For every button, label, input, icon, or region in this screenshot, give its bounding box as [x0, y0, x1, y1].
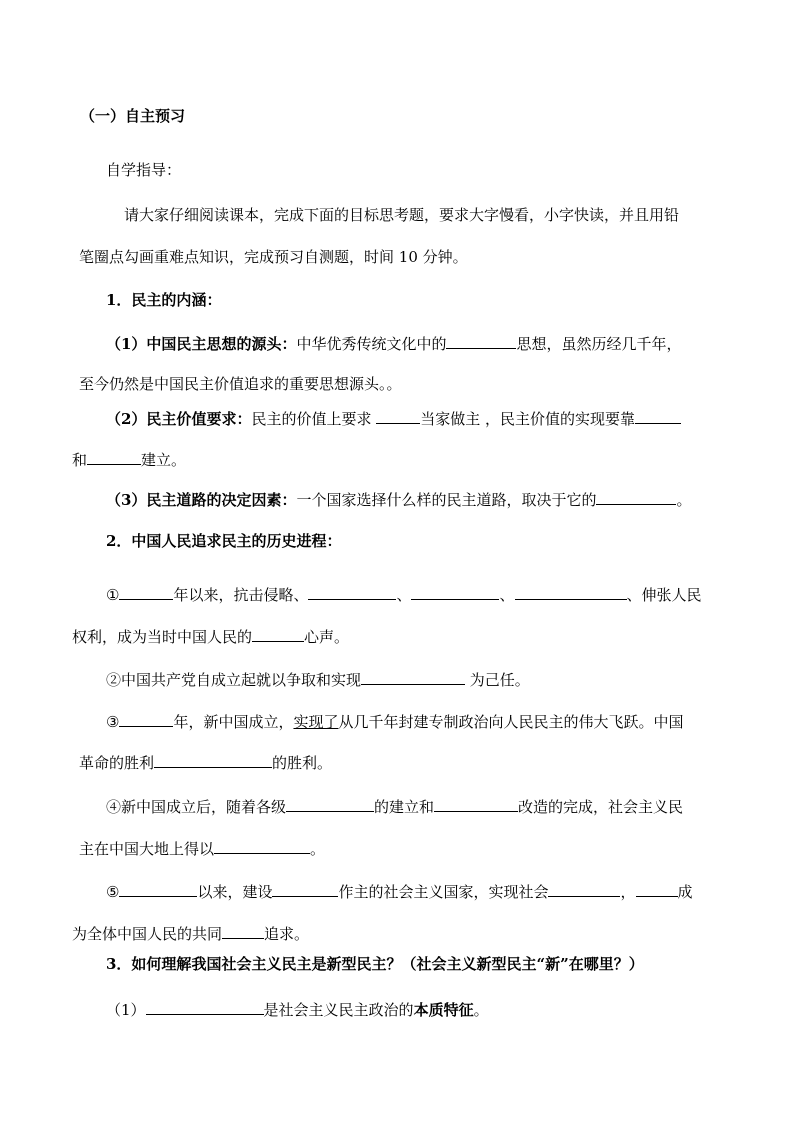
- q2-item5-text-c: 作主的社会主义国家，实现社会: [338, 883, 549, 901]
- q1-p1-line-1: [106, 332, 681, 354]
- answer-blank[interactable]: [636, 880, 678, 897]
- q1-p3-text-b: 。: [676, 491, 692, 509]
- q2-item4-line-1: [106, 795, 683, 817]
- q2-item3-text-d: 从几千年封建专制政治向人民民主的伟大飞跃。中国: [338, 713, 684, 731]
- q1-p2-text-d: 建立。: [141, 451, 187, 469]
- q2-item3-marker: ③: [106, 713, 120, 731]
- q2-item1-sep: 、: [396, 586, 412, 604]
- q1-p1-line-2: 至今仍然是中国民主价值追求的重要思想源头。。: [79, 375, 402, 393]
- q1-p2-label: （2）民主价值要求：: [106, 410, 252, 428]
- answer-blank[interactable]: [252, 625, 304, 642]
- section-title: （一）自主预习: [80, 107, 186, 125]
- q3-title: 3．如何理解我国社会主义民主是新型民主？（社会主义新型民主“新”在哪里？）: [106, 955, 644, 973]
- q1-p2-line-1: [106, 407, 681, 429]
- q2-item1-marker: ①: [106, 586, 120, 604]
- q2-item4-text-e: 。: [310, 840, 326, 858]
- q1-p2-line-2: [72, 448, 186, 470]
- answer-blank[interactable]: [119, 880, 197, 897]
- q2-item4-line-2: [79, 837, 325, 859]
- answer-blank[interactable]: [596, 488, 676, 505]
- q2-item5-text-b: 以来，建设: [197, 883, 273, 901]
- q2-item5-text-e: 成: [677, 883, 693, 901]
- answer-blank[interactable]: [515, 583, 627, 600]
- q2-item3-underlined: 实现了: [293, 713, 339, 731]
- answer-blank[interactable]: [635, 407, 681, 424]
- q2-item5-marker: ⑤: [106, 883, 120, 901]
- q2-item1-line-1: [106, 583, 702, 605]
- q2-item2-text-a: ②中国共产党自成立起就以争取和实现: [106, 671, 362, 689]
- answer-blank[interactable]: [119, 710, 173, 727]
- answer-blank[interactable]: [434, 795, 518, 812]
- q3-p1-marker: （1）: [106, 1001, 146, 1019]
- guide-text-line-1: 请大家仔细阅读课本，完成下面的目标思考题，要求大字慢看，小字快读，并且用铅: [124, 206, 680, 224]
- q3-p1-emphasis: 本质特征: [413, 1001, 474, 1019]
- q3-p1-text-d: 。: [473, 1001, 489, 1019]
- answer-blank[interactable]: [154, 751, 272, 768]
- q1-p2-text-a: 民主的价值上要求: [251, 410, 377, 428]
- q2-item5-text-f: 为全体中国人民的共同: [72, 925, 223, 943]
- guide-text-line-2: 笔圈点勾画重难点知识，完成预习自测题，时间 10 分钟。: [79, 248, 468, 266]
- q3-p1-line: [106, 998, 489, 1020]
- answer-blank[interactable]: [272, 880, 338, 897]
- answer-blank[interactable]: [286, 795, 374, 812]
- q2-item5-text-g: 追求。: [264, 925, 310, 943]
- q2-item3-text-e: 革命的胜利: [79, 754, 155, 772]
- q2-item4-text-a: ④新中国成立后，随着各级: [106, 798, 287, 816]
- q2-item1-text-g: 心声。: [304, 628, 350, 646]
- q1-p1-text-b: 思想，虽然历经几千年，: [516, 335, 682, 353]
- q1-title: 1．民主的内涵：: [106, 291, 222, 309]
- answer-blank[interactable]: [146, 998, 264, 1015]
- answer-blank[interactable]: [222, 922, 264, 939]
- q3-p1-text-b: 是社会主义民主政治的: [263, 1001, 414, 1019]
- q2-item4-text-d: 主在中国大地上得以: [79, 840, 215, 858]
- q2-item1-text-e: 、伸张人民: [626, 586, 702, 604]
- q2-title: 2．中国人民追求民主的历史进程：: [106, 532, 342, 550]
- q2-item2-line: [106, 668, 530, 690]
- q2-item3-line-2: [79, 751, 332, 773]
- q2-item5-line-2: [72, 922, 309, 944]
- q1-p1-text-a: 中华优秀传统文化中的: [296, 335, 447, 353]
- q1-p3-label: （3）民主道路的决定因素：: [106, 491, 297, 509]
- q2-item2-text-b: 为己任。: [465, 671, 530, 689]
- q2-item1-text-b: 年以来，抗击侵略、: [173, 586, 309, 604]
- q2-item4-text-c: 改造的完成，社会主义民: [518, 798, 684, 816]
- q1-p3-text-a: 一个国家选择什么样的民主道路，取决于它的: [296, 491, 597, 509]
- q2-item3-text-f: 的胜利。: [272, 754, 333, 772]
- q2-item1-sep: 、: [499, 586, 515, 604]
- answer-blank[interactable]: [214, 837, 310, 854]
- answer-blank[interactable]: [548, 880, 620, 897]
- guide-label: 自学指导：: [106, 161, 182, 179]
- q1-p2-text-b: 当家做主 ，民主价值的实现要靠: [420, 410, 636, 428]
- q2-item1-line-2: [72, 625, 349, 647]
- answer-blank[interactable]: [411, 583, 499, 600]
- q2-item5-sep: ，: [620, 883, 636, 901]
- q1-p2-text-c: 和: [72, 451, 88, 469]
- answer-blank[interactable]: [308, 583, 396, 600]
- answer-blank[interactable]: [87, 448, 141, 465]
- q2-item3-line-1: [106, 710, 684, 732]
- answer-blank[interactable]: [446, 332, 516, 349]
- answer-blank[interactable]: [361, 668, 465, 685]
- q2-item1-text-f: 权利，成为当时中国人民的: [72, 628, 253, 646]
- q2-item4-text-b: 的建立和: [374, 798, 435, 816]
- q2-item5-line-1: [106, 880, 693, 902]
- q1-p3-line: [106, 488, 691, 510]
- q1-p1-label: （1）中国民主思想的源头：: [106, 335, 297, 353]
- answer-blank[interactable]: [119, 583, 173, 600]
- q2-item3-text-b: 年，新中国成立，: [173, 713, 294, 731]
- answer-blank[interactable]: [376, 407, 420, 424]
